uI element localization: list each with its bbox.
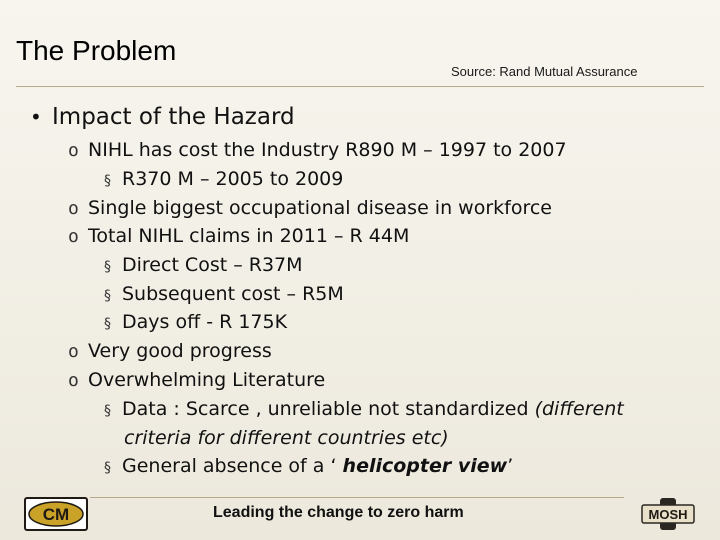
section-bullet-icon: § xyxy=(104,460,111,476)
bullet-text: Data : Scarce , unreliable not standardized xyxy=(122,398,535,420)
bullet-text: Days off - R 175K xyxy=(122,311,288,333)
bullet-text: NIHL has cost the Industry R890 M – 1997 to 2007 xyxy=(88,139,567,161)
circle-bullet-icon: o xyxy=(68,198,79,219)
bullet-text: R370 M – 2005 to 2009 xyxy=(122,168,344,190)
bullet-text: Direct Cost – R37M xyxy=(122,254,303,276)
mosh-logo-graphic xyxy=(639,497,697,531)
slide-title: The Problem xyxy=(16,35,177,66)
circle-bullet-icon: o xyxy=(68,341,79,362)
section-bullet-icon: § xyxy=(104,288,111,304)
mosh-logo xyxy=(639,497,697,531)
bullet-level3 xyxy=(104,282,344,308)
bullet-text: General absence of a ‘ xyxy=(122,455,343,477)
cm-logo-graphic xyxy=(26,499,86,529)
bullet-level3 xyxy=(104,253,303,279)
mosh-logo-text: MOSH xyxy=(648,507,688,522)
bullet-level2 xyxy=(68,138,567,163)
bullet-dot-icon: • xyxy=(30,105,42,129)
footer-tagline: Leading the change to zero harm xyxy=(213,504,464,521)
section-bullet-icon: § xyxy=(104,403,111,419)
chamber-of-mines-logo xyxy=(24,497,88,531)
circle-bullet-icon: o xyxy=(68,140,79,161)
circle-bullet-icon: o xyxy=(68,370,79,391)
bullet-level2 xyxy=(68,224,409,249)
section-bullet-icon: § xyxy=(104,173,111,189)
footer-divider xyxy=(90,497,624,498)
source-note: Source: Rand Mutual Assurance xyxy=(451,64,638,79)
bullet-level2 xyxy=(68,196,552,221)
section-bullet-icon: § xyxy=(104,316,111,332)
cm-logo-text: CM xyxy=(42,505,70,524)
bullet-text: Impact of the Hazard xyxy=(52,104,295,130)
bullet-level3 xyxy=(104,310,287,336)
bullet-level3 xyxy=(104,397,624,423)
bullet-text: Overwhelming Literature xyxy=(88,369,326,391)
circle-bullet-icon: o xyxy=(68,226,79,247)
bullet-level2 xyxy=(68,368,325,393)
section-bullet-icon: § xyxy=(104,259,111,275)
bullet-text-emphasis: helicopter view xyxy=(342,455,508,477)
bullet-text-italic: (different xyxy=(534,398,624,420)
bullet-level3 xyxy=(104,167,343,193)
bullet-level3 xyxy=(104,454,513,480)
bullet-level1 xyxy=(30,103,295,131)
bullet-text: Total NIHL claims in 2011 – R 44M xyxy=(88,225,410,247)
bullet-text: Very good progress xyxy=(88,340,272,362)
bullet-level2 xyxy=(68,339,272,364)
bullet-continuation: criteria for different countries etc) xyxy=(124,427,449,449)
bullet-text: Single biggest occupational disease in workforce xyxy=(88,197,552,219)
bullet-text: ’ xyxy=(507,455,514,477)
bullet-text: Subsequent cost – R5M xyxy=(122,283,344,305)
